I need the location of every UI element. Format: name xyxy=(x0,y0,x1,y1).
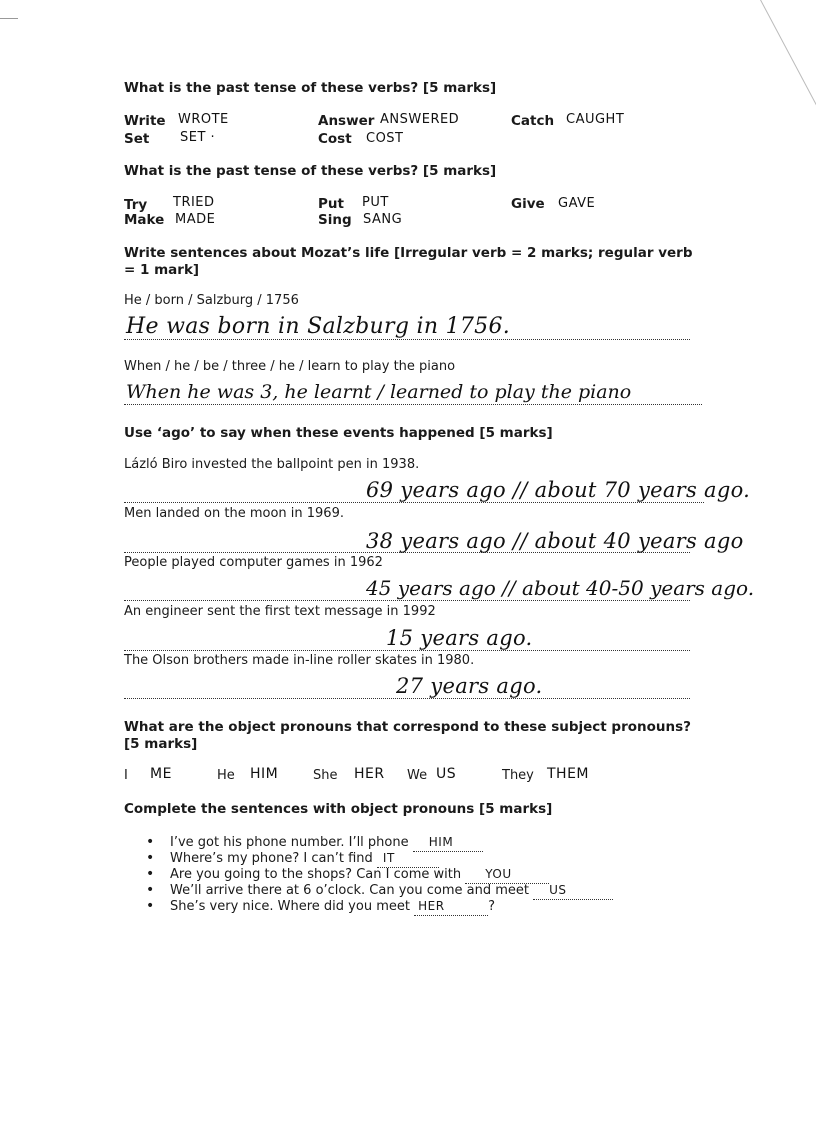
section4-heading: Use ‘ago’ to say when these events happened [5 marks] xyxy=(124,425,553,441)
verb-answer: MADE xyxy=(175,212,216,227)
sentence-text: She’s very nice. Where did you meet xyxy=(170,899,410,914)
object-pronoun-answer: THEM xyxy=(547,766,590,782)
list-item xyxy=(146,866,613,882)
answer-line xyxy=(124,600,690,601)
verb-answer: PUT xyxy=(362,195,389,210)
answer-blank xyxy=(414,898,488,916)
scan-edge-shadow xyxy=(760,0,816,106)
section6-heading: Complete the sentences with object pronouns [5 marks] xyxy=(124,801,553,817)
object-pronoun-answer: US xyxy=(436,766,457,782)
verb-answer: COST xyxy=(366,131,404,146)
answer-line xyxy=(124,339,690,340)
verb-label: Put xyxy=(318,196,344,212)
sentence-text: We’ll arrive there at 6 o’clock. Can you come and meet xyxy=(170,883,529,898)
list-item xyxy=(146,882,613,898)
object-pronoun-answer: HIM xyxy=(250,766,279,782)
event-prompt: Men landed on the moon in 1969. xyxy=(124,506,344,521)
verb-answer: TRIED xyxy=(173,195,215,210)
verb-label: Set xyxy=(124,131,150,147)
verb-label: Give xyxy=(511,196,545,212)
sentence-text: I’ve got his phone number. I’ll phone xyxy=(170,835,409,850)
sentence-text: Where’s my phone? I can’t find xyxy=(170,851,373,866)
answer-line xyxy=(124,404,702,405)
subject-pronoun: They xyxy=(502,768,534,783)
handwritten-answer: When he was 3, he learnt / learned to play the piano xyxy=(126,381,632,403)
verb-label: Make xyxy=(124,212,165,228)
sentence-end: ? xyxy=(488,899,496,914)
verb-label: Sing xyxy=(318,212,352,228)
event-prompt: The Olson brothers made in-line roller skates in 1980. xyxy=(124,653,475,668)
handwritten-answer: 45 years ago // about 40-50 years ago. xyxy=(366,576,755,600)
event-prompt: Lázló Biro invested the ballpoint pen in 1938. xyxy=(124,457,420,472)
verb-answer: GAVE xyxy=(558,196,596,211)
subject-pronoun: She xyxy=(313,768,338,783)
handwritten-answer: 69 years ago // about 70 years ago. xyxy=(366,478,751,502)
handwritten-answer: HER xyxy=(418,899,445,913)
handwritten-answer: He was born in Salzburg in 1756. xyxy=(126,314,511,339)
verb-answer: SET · xyxy=(180,130,216,145)
verb-label: Write xyxy=(124,113,166,129)
event-prompt: An engineer sent the first text message in 1992 xyxy=(124,604,436,619)
verb-answer: SANG xyxy=(363,212,403,227)
event-prompt: People played computer games in 1962 xyxy=(124,555,383,570)
verb-answer: CAUGHT xyxy=(566,112,625,127)
sentence-prompt: When / he / be / three / he / learn to play the piano xyxy=(124,359,456,374)
scan-corner-mark xyxy=(0,18,18,19)
list-item xyxy=(146,850,613,866)
handwritten-answer: HIM xyxy=(428,835,454,849)
object-pronoun-answer: HER xyxy=(354,766,385,782)
sentence-text: Are you going to the shops? Can I come with xyxy=(170,867,462,882)
verb-label: Try xyxy=(124,197,148,213)
handwritten-answer: YOU xyxy=(485,867,512,881)
sentence-list xyxy=(146,834,613,914)
list-item xyxy=(146,834,613,850)
verb-answer: ANSWERED xyxy=(380,112,460,127)
section2-heading: What is the past tense of these verbs? [5 marks] xyxy=(124,163,497,179)
object-pronoun-answer: ME xyxy=(150,766,172,782)
handwritten-answer: US xyxy=(549,883,567,897)
handwritten-answer: IT xyxy=(382,851,395,865)
section5-heading-line2: [5 marks] xyxy=(124,736,198,752)
sentence-prompt: He / born / Salzburg / 1756 xyxy=(124,293,299,308)
handwritten-answer: 15 years ago. xyxy=(386,626,533,650)
section1-heading: What is the past tense of these verbs? [5 marks] xyxy=(124,80,497,96)
handwritten-answer: 27 years ago. xyxy=(396,674,543,698)
handwritten-answer: 38 years ago // about 40 years ago xyxy=(366,529,744,553)
answer-line xyxy=(124,650,690,651)
section3-heading-line1: Write sentences about Mozat’s life [Irregular verb = 2 marks; regular verb xyxy=(124,245,693,261)
verb-label: Cost xyxy=(318,131,352,147)
verb-answer: WROTE xyxy=(178,112,229,127)
answer-line xyxy=(124,502,704,503)
subject-pronoun: I xyxy=(124,768,128,783)
subject-pronoun: We xyxy=(407,768,428,783)
list-item xyxy=(146,898,613,914)
section3-heading-line2: = 1 mark] xyxy=(124,262,200,278)
answer-line xyxy=(124,698,690,699)
verb-label: Catch xyxy=(511,113,555,129)
section5-heading-line1: What are the object pronouns that correspond to these subject pronouns? xyxy=(124,719,692,735)
verb-label: Answer xyxy=(318,113,375,129)
subject-pronoun: He xyxy=(217,768,235,783)
